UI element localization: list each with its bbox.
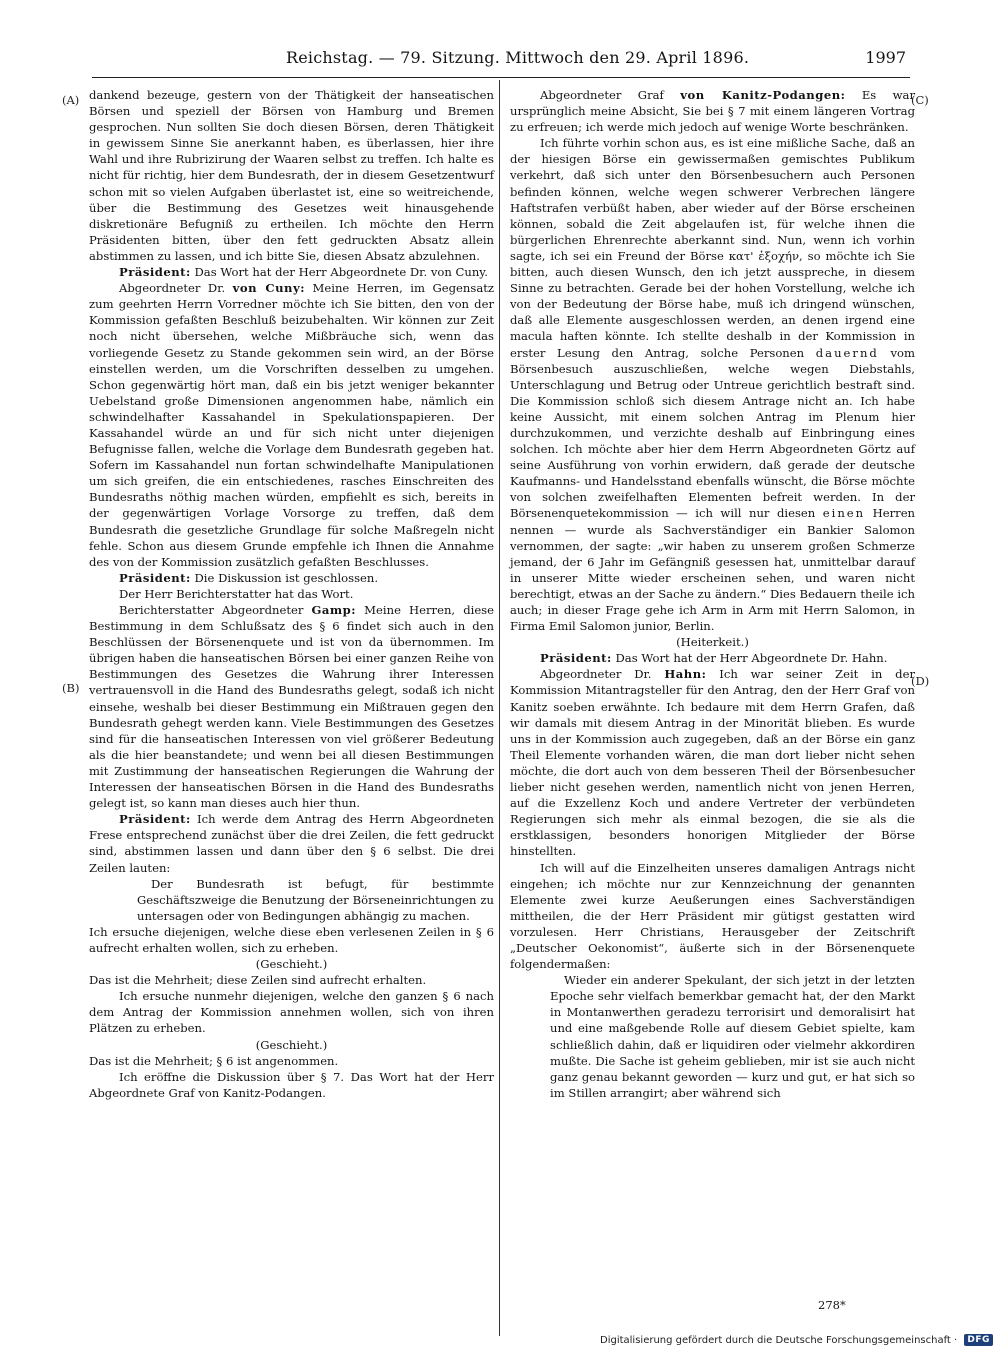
speaker-paragraph: Abgeordneter Graf von Kanitz-Podangen: Es war ursprünglich meine Absicht, Sie bei § 7 mit einem längeren Vortrag zu erfreuen; ich werde mich jedoch auf wenige Worte beschränken. — [510, 88, 916, 135]
speaker-paragraph: Präsident: Das Wort hat der Herr Abgeordnete Dr. Hahn. — [540, 651, 888, 666]
speaker-paragraph: Abgeordneter Dr. von Cuny: Meine Herren, im Gegensatz zum geehrten Herrn Vorredner möchte ich Sie bitten, den von der Kommission gefaßten Beschluß beizubehalten. Wir können zur Zeit noch nicht übersehen, welche Mißbräuche sich, wenn das vorliegende Gesetz zu Stande gekommen sein wird, an der Börse einstellen werden, um die Vorschriften desselben zu umgehen. Schon gegenwärtig hört man, daß ein bis jetzt weniger bekannter Uebelstand große Dimensionen angenommen habe, nämlich ein schwindelhafter Kassahandel in Spekulationspapieren. Der Kassahandel würde an und für sich nicht unter diejenigen Befugnisse fallen, welche die Vorlage dem Bundesrath gegeben hat. Sofern im Kassahandel nun fortan schwindelhafte Manipulationen um sich greifen, die ein entschiedenes, rasches Einschreiten des Bundesraths nöthig machen würden, empfiehlt es sich, bereits in der gegenwärtigen Vorlage Vorsorge zu treffen, daß dem Bundesrath die gesetzliche Grundlage für solche Maßregeln nicht fehle. Schon aus diesem Grunde empfehle ich Ihnen die Annahme des von der Kommission zusätzlich gefaßten Beschlusses. — [89, 281, 495, 569]
emphasized-word: einen — [822, 506, 866, 521]
margin-marker-a: (A) — [62, 93, 80, 107]
paragraph: Das ist die Mehrheit; diese Zeilen sind aufrecht erhalten. — [89, 973, 427, 988]
header-rule — [92, 77, 910, 78]
emphasized-word: dauernd — [815, 345, 879, 360]
speaker-paragraph: Abgeordneter Dr. Hahn: Ich war seiner Zeit in der Kommission Mitantragsteller für den Antrag, den der Herr Graf von Kanitz soeben erwähnte. Ich bedaure mit dem Herrn Grafen, daß wir damals mit diesem Antrag in der Minorität blieben. Es wurde uns in der Kommission auch zugegeben, daß an der Börse ein ganz Theil Elemente vorhanden wären, die man dort lieber nicht sehen möchte, die dort auch von dem besseren Theil der Börsenbesucher lieber nicht gesehen werden, namentlich nicht von jenen Herren, auf die Exzellenz Koch und andere Vertreter der verbündeten Regierungen sich mehr als einmal bezogen, die sie als die erstklassigen, besonders honorigen Mitglieder der Börse hinstellten. — [510, 667, 915, 859]
dfg-logo-icon: DFG — [964, 1334, 993, 1346]
speaker-label: von Kanitz-Podangen: — [680, 88, 846, 102]
paragraph: Ich führte vorhin schon aus, es ist eine mißliche Sache, daß an der hiesigen Börse ein gewissermaßen gemischtes Publikum verkehrt, daß sich unter den Börsenbesuchern auch Personen befinden können, welche wegen schwerer Verbrechen längere Haftstrafen verbüßt haben, aber wieder auf der Börse erscheinen können, sobald die Zeit abgelaufen ist, für welche ihnen die bürgerlichen Ehrenrechte aberkannt sind. Nun, wenn ich vorhin sagte, ich sei ein Freund der Börse κατ' ἐξοχήν, so möchte ich Sie bitten, auch diesen Wunsch, den ich jetzt ausspreche, in diesem Sinne zu betrachten. Gerade bei der hohen Vorstellung, welche ich von der Bedeutung der Börse habe, muß ich dringend wünschen, daß alle Elemente ausgeschlossen werden, an denen irgend eine macula haften könnte. Ich stellte deshalb in der Kommission in erster Lesung den Antrag, solche Personen dauernd vom Börsenbesuch auszuschließen, welche wegen Diebstahls, Unterschlagung und Betrug oder Untreue gerichtlich bestraft sind. Die Kommission schloß sich diesem Antrage nicht an. Ich habe keine Aussicht, mit einem solchen Antrag im Plenum hier durchzukommen, und verzichte deshalb auf Einbringung eines solchen. Ich möchte aber hier dem Herrn Abgeordneten Görtz auf seine Ausführung von vorhin erwidern, daß gerade der deutsche Kaufmanns- und Handelsstand ebenfalls wünscht, die Börse möchte von solchen zweifelhaften Elementen befreit werden. In der Börsenenquetekommission — ich will nur diesen einen Herren nennen — wurde als Sachverständiger ein Bankier Salomon vernommen, der sagte: „wir haben zu unserem großen Schmerze jemand, der 6 Jahr im Gefängniß gesessen hat, unmittelbar darauf in unserer Mitte wieder erscheinen sehen, und waren nicht berechtigt, etwas an der Sache zu ändern.“ Dies Bedauern theile ich auch; in dieser Frage gehe ich Arm in Arm mit Herrn Salomon, in Firma Emil Salomon junior, Berlin. — [510, 136, 916, 634]
quoted-text: Der Bundesrath ist befugt, für bestimmte Geschäftszweige die Benutzung der Börseneinrichtungen zu untersagen oder von Bedingungen abhängig zu machen. — [137, 876, 494, 923]
left-column — [89, 87, 494, 1101]
speaker-paragraph: Berichterstatter Abgeordneter Gamp: Meine Herren, diese Bestimmung in dem Schlußsatz des § 6 findet sich auch in den Beschlüssen der Börsenenquete und ist von da übernommen. Im übrigen haben die hanseatischen Börsen bei einer ganzen Reihe von Bestimmungen des Gesetzes die Wahrung ihrer Interessen vertrauensvoll in die Hand des Bundesraths gelegt, sodaß ich nicht einsehe, weshalb bei dieser Bestimmung ein Mißtrauen gegen den Bundesrath gehegt werden kann. Viele Bestimmungen des Gesetzes sind für die hanseatischen Interessen von viel größerer Bedeutung als die hier beanstandete; und wenn bei all diesen Bestimmungen mit Zustimmung der hanseatischen Regierungen die Wahrung der Interessen der hanseatischen Börsen in die Hand des Bundesraths gelegt ist, so kann man dieses auch hier thun. — [89, 603, 494, 811]
speaker-label: von Cuny: — [232, 281, 305, 296]
right-column — [510, 87, 915, 1101]
sheet-signature: 278* — [818, 1298, 846, 1312]
paragraph: Der Herr Berichterstatter hat das Wort. — [119, 586, 354, 601]
speaker-paragraph: Präsident: Ich werde dem Antrag des Herrn Abgeordneten Frese entsprechend zunächst über die drei Zeilen, die fett gedruckt sind, abstimmen lassen und dann über den § 6 selbst. Die drei Zeilen lauten: — [89, 812, 494, 875]
speaker-label: Hahn: — [664, 667, 707, 682]
paragraph: Ich ersuche nunmehr diejenigen, welche den ganzen § 6 nach dem Antrag der Kommission annehmen wollen, sich von ihren Plätzen zu erheben. — [89, 989, 494, 1036]
speaker-label: Präsident: — [119, 570, 191, 585]
footer-text: Digitalisierung gefördert durch die Deutsche Forschungsgemeinschaft · — [600, 1335, 958, 1346]
stage-direction: (Geschieht.) — [255, 1037, 328, 1052]
running-title: Reichstag. — 79. Sitzung. Mittwoch den 29. April 1896. — [286, 48, 750, 67]
speaker-label: Präsident: — [119, 812, 191, 827]
speaker-paragraph: Präsident: Die Diskussion ist geschlossen. — [119, 570, 379, 585]
quoted-text: Wieder ein anderer Spekulant, der sich jetzt in der letzten Epoche sehr vielfach bemerkbar gemacht hat, der den Markt in Montanwerthen geradezu terrorisirt und demoralisirt hat und eine maßgebende Rolle auf diesem Gebiet spielte, kam schließlich dahin, daß er liquidiren oder vielmehr akkordiren mußte. Die Sache ist geheim geblieben, mir ist sie auch nicht ganz genau bekannt geworden — kurz und gut, er hat sich so im Stillen arrangirt; aber während sich — [550, 973, 915, 1100]
greek-phrase: κατ' ἐξοχήν, — [728, 248, 803, 263]
column-divider — [499, 80, 500, 1336]
paragraph: Ich ersuche diejenigen, welche diese eben verlesenen Zeilen in § 6 aufrecht erhalten wollen, sich zu erheben. — [89, 924, 494, 955]
footer — [600, 1334, 993, 1346]
speaker-label: Gamp: — [311, 603, 357, 617]
speaker-label: Präsident: — [119, 265, 191, 280]
margin-marker-d: (D) — [911, 674, 930, 688]
speaker-paragraph: Präsident: Das Wort hat der Herr Abgeordnete Dr. von Cuny. — [119, 265, 488, 280]
page-header — [0, 44, 1000, 74]
paragraph: Ich eröffne die Diskussion über § 7. Das Wort hat der Herr Abgeordnete Graf von Kanitz-Podangen. — [89, 1069, 494, 1100]
margin-marker-b: (B) — [62, 681, 80, 695]
speaker-label: Präsident: — [540, 651, 612, 666]
margin-marker-c: (C) — [911, 93, 929, 107]
paragraph: Das ist die Mehrheit; § 6 ist angenommen. — [89, 1053, 339, 1068]
page-number: 1997 — [865, 48, 906, 67]
stage-direction: (Geschieht.) — [255, 957, 328, 972]
stage-direction: (Heiterkeit.) — [676, 635, 749, 650]
paragraph: Ich will auf die Einzelheiten unseres damaligen Antrags nicht eingehen; ich möchte nur zur Kennzeichnung der genannten Elemente zwei kurze Aeußerungen eines Sachverständigen mittheilen, die der Herr Präsident mir gütigst gestatten wird vorzulesen. Herr Christians, Herausgeber der Zeitschrift „Deutscher Oekonomist“, äußerte sich in der Börsenenquete folgendermaßen: — [510, 860, 915, 972]
paragraph: dankend bezeuge, gestern von der Thätigkeit der hanseatischen Börsen und speziell der Börsen von Hamburg und Bremen gesprochen. Nun sollten Sie doch diesen Börsen, deren Thätigkeit in gewissem Sinne Sie anerkannt haben, es überlassen, hier ihre Wahl und ihre Rubrizirung der Waaren selbst zu treffen. Ich halte es nicht für richtig, hier dem Bundesrath, der in diesem Gesetzentwurf schon mit so vielen Aufgaben überlastet ist, eine so weitreichende, über die Bestimmung des Gesetzes weit hinausgehende diskretionäre Befugniß zu ertheilen. Ich möchte den Herrn Präsidenten bitten, über den fett gedruckten Absatz allein abstimmen zu lassen, und ich bitte Sie, diesen Absatz abzulehnen. — [89, 88, 494, 263]
